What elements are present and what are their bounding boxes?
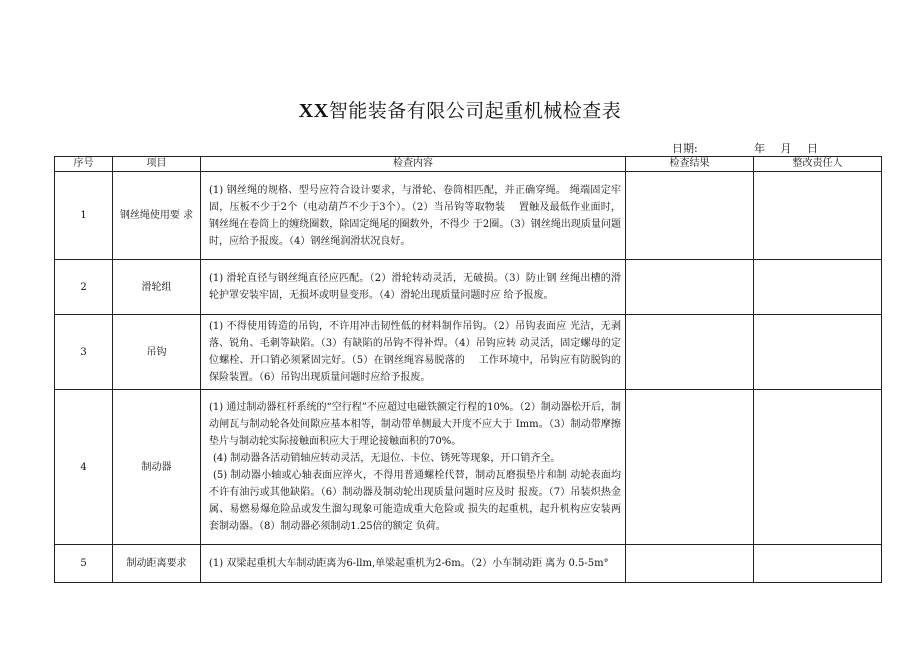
table-row bbox=[55, 260, 882, 315]
row-item: 钢丝绳使用要 求 bbox=[113, 172, 201, 260]
row-content bbox=[201, 545, 626, 583]
result-cell[interactable] bbox=[626, 172, 754, 260]
row-item: 制动器 bbox=[113, 390, 201, 545]
table-row bbox=[55, 545, 882, 583]
content-paragraph: (1) 双梁起重机大车制动距离为6-llm,单梁起重机为2-6m。（2）小车制动距 离为 0.5-5m° bbox=[209, 558, 609, 569]
content-paragraph: (5) 制动器小轴或心轴表面应淬火，不得用普通螺栓代替，制动瓦磨损垫片和制 动轮表面均不许有油污或其他缺陷。（6）制动器及制动轮出现质量问题时应及时 报废。（7）吊装炽热金属、易燃易爆危险品或发生溜勾现象可能造成重大危险或 损失的起重机，起升机构应安装两套制动器。（8）制动器必须制动1.25倍的额定 负荷。 bbox=[209, 470, 621, 532]
result-cell[interactable] bbox=[626, 390, 754, 545]
date-label: 日期: bbox=[672, 142, 698, 155]
person-cell[interactable] bbox=[754, 260, 882, 315]
row-item: 滑轮组 bbox=[113, 260, 201, 315]
row-content bbox=[201, 315, 626, 390]
inspection-table bbox=[54, 156, 882, 583]
row-number: 1 bbox=[55, 172, 113, 260]
title-brand: XX bbox=[298, 100, 329, 122]
result-cell[interactable] bbox=[626, 545, 754, 583]
result-cell[interactable] bbox=[626, 260, 754, 315]
row-content bbox=[201, 172, 626, 260]
content-paragraph: (1) 钢丝绳的规格、型号应符合设计要求，与滑轮、卷筒相匹配，并正确穿绳。 绳端固定牢固，压板不少于2个（电动葫芦不少于3个）。（2）当吊钩等取物装 置触及最低作业面时，钢丝绳在卷筒上的缠绕圈数，除固定绳尾的圈数外，不得少 于2圈。（3）钢丝绳出现质量问题时，应给予报废。（4）钢丝绳润滑状况良好。 bbox=[209, 184, 621, 247]
content-paragraph: (1) 滑轮直径与钢丝绳直径应匹配。（2）滑轮转动灵活，无破损。（3）防止钢 丝绳出槽的滑轮护罩安装牢固，无损坏或明显变形。（4）滑轮出现质量问题时应 给予报废。 bbox=[209, 273, 621, 301]
person-cell[interactable] bbox=[754, 172, 882, 260]
title-text: 智能装备有限公司起重机械检查表 bbox=[328, 100, 622, 122]
row-content bbox=[201, 390, 626, 545]
table-row bbox=[55, 315, 882, 390]
document-title bbox=[0, 96, 920, 123]
row-item: 吊钩 bbox=[113, 315, 201, 390]
table-header-row bbox=[55, 157, 882, 172]
table-row bbox=[55, 172, 882, 260]
row-number: 4 bbox=[55, 390, 113, 545]
date-row bbox=[672, 140, 872, 156]
header-person: 整改责任人 bbox=[754, 157, 882, 172]
row-content bbox=[201, 260, 626, 315]
row-number: 2 bbox=[55, 260, 113, 315]
row-item: 制动距离要求 bbox=[113, 545, 201, 583]
person-cell[interactable] bbox=[754, 390, 882, 545]
person-cell[interactable] bbox=[754, 315, 882, 390]
header-content: 检查内容 bbox=[201, 157, 626, 172]
row-number: 3 bbox=[55, 315, 113, 390]
row-number: 5 bbox=[55, 545, 113, 583]
date-ymd: 年 月 日 bbox=[754, 142, 824, 155]
result-cell[interactable] bbox=[626, 315, 754, 390]
content-paragraph: (1) 不得使用铸造的吊钩，不许用冲击韧性低的材料制作吊钩。（2）吊钩表面应 光洁，无剥落、锐角、毛刺等缺陷。（3）有缺陷的吊钩不得补焊。（4）吊钩应转 动灵活，固定螺母的定位螺栓、开口销必须紧固完好。（5）在钢丝绳容易脱落的 工作环境中，吊钩应有防脱钩的保险装置。（6）吊钩出现质量问题时应给予报废。 bbox=[209, 321, 621, 383]
header-no: 序号 bbox=[55, 157, 113, 172]
content-paragraph: (1) 通过制动器杠杆系统的“空行程”不应超过电磁铁额定行程的10%。（2）制动器松开后，制动闸瓦与制动轮各处间隙应基本相等，制动带单侧最大开度不应大于 Imm。（3）制动带摩擦垫片与制动轮实际接触面积应大于理论接触面积的70%。 bbox=[209, 402, 621, 447]
table-row bbox=[55, 390, 882, 545]
content-paragraph: (4) 制动器各活动销轴应转动灵活，无退位、卡位、锈死等现象，开口销齐全。 bbox=[213, 453, 561, 464]
header-item: 项目 bbox=[113, 157, 201, 172]
person-cell[interactable] bbox=[754, 545, 882, 583]
header-result: 检查结果 bbox=[626, 157, 754, 172]
